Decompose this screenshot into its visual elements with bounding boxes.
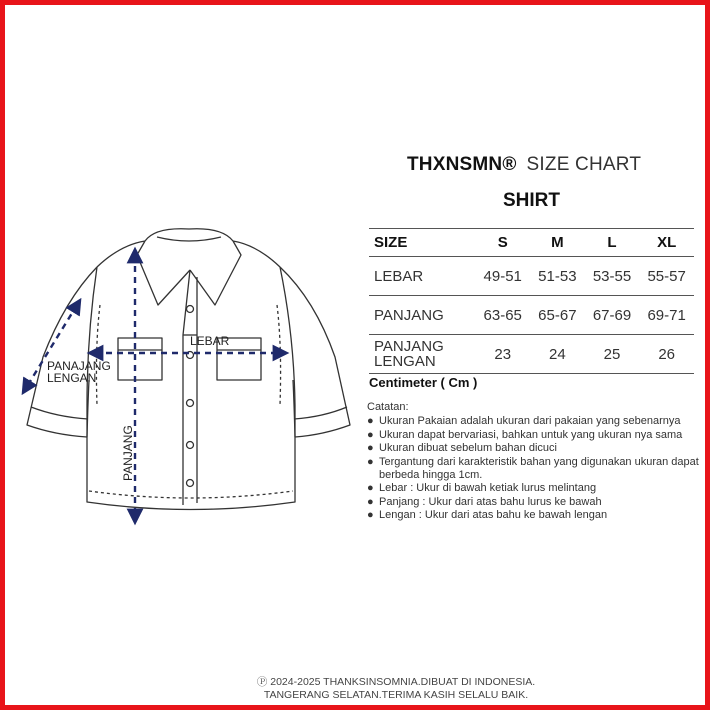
table-cell: 65-67	[530, 296, 585, 335]
list-item	[367, 429, 707, 442]
table-row	[369, 335, 694, 374]
note-text: Ukuran dibuat sebelum bahan dicuci	[379, 442, 557, 455]
row-label	[369, 335, 475, 374]
col-header-l: L	[585, 229, 640, 257]
footer-line-2: TANGERANG SELATAN.TERIMA KASIH SELALU BAIK.	[263, 689, 529, 701]
row-label-line2: LENGAN	[374, 353, 436, 370]
table-cell: 51-53	[530, 257, 585, 296]
col-header-m: M	[530, 229, 585, 257]
table-cell: 53-55	[585, 257, 640, 296]
note-text: Ukuran dapat bervariasi, bahkan untuk yang ukuran nya sama	[379, 428, 683, 441]
list-item	[367, 482, 707, 495]
bullet-icon: ●	[367, 428, 374, 441]
size-table	[369, 228, 694, 374]
bullet-icon: ●	[367, 455, 374, 468]
list-item	[367, 509, 707, 522]
list-item	[367, 415, 707, 428]
table-cell: 63-65	[475, 296, 530, 335]
table-cell: 23	[475, 335, 530, 374]
lebar-measure-label: LEBAR	[190, 334, 230, 348]
col-header-xl: XL	[639, 229, 694, 257]
bullet-icon: ●	[367, 495, 374, 508]
list-item	[367, 456, 707, 483]
table-row	[369, 296, 694, 335]
bullet-icon: ●	[367, 442, 374, 455]
table-cell: 55-57	[639, 257, 694, 296]
row-label: LEBAR	[369, 257, 475, 296]
panjang-measure-label: PANJANG	[121, 425, 135, 481]
table-row	[369, 257, 694, 296]
note-text: Panjang : Ukur dari atas bahu lurus ke bawah	[379, 495, 602, 508]
table-cell: 49-51	[475, 257, 530, 296]
footer-line-1: Ⓟ 2024-2025 THANKSINSOMNIA.DIBUAT DI INDONESIA.	[256, 676, 536, 688]
table-cell: 67-69	[585, 296, 640, 335]
size-chart-heading: SIZE CHART	[526, 154, 642, 175]
shirt-buttons	[187, 306, 194, 487]
bullet-icon: ●	[367, 509, 374, 522]
footer	[5, 676, 710, 702]
lengan-measure-label-2: LENGAN	[47, 371, 97, 385]
list-item	[367, 496, 707, 509]
col-header-size: SIZE	[369, 229, 475, 257]
note-text: Lengan : Ukur dari atas bahu ke bawah lengan	[379, 509, 608, 522]
note-text: Ukuran Pakaian adalah ukuran dari pakaian yang sebenarnya	[379, 415, 681, 428]
table-cell: 25	[585, 335, 640, 374]
row-label: PANJANG	[369, 296, 475, 335]
chart-title	[407, 154, 641, 176]
row-label-line1: PANJANG	[374, 338, 444, 355]
garment-type: SHIRT	[503, 190, 560, 211]
brand-name: THXNSMN®	[407, 154, 517, 175]
table-cell: 69-71	[639, 296, 694, 335]
notes-caption: Catatan:	[367, 401, 409, 413]
lengan-measure-label-1: PANAJANG	[47, 359, 111, 373]
list-item	[367, 442, 707, 455]
notes-section	[367, 401, 707, 523]
table-cell: 24	[530, 335, 585, 374]
notes-list	[367, 415, 707, 522]
table-cell: 26	[639, 335, 694, 374]
bullet-icon: ●	[367, 415, 374, 428]
note-text: Lebar : Ukur di bawah ketiak lurus melintang	[379, 482, 597, 495]
unit-label: Centimeter ( Cm )	[369, 375, 478, 390]
table-header-row	[369, 229, 694, 257]
note-text: Tergantung dari karakteristik bahan yang digunakan ukuran dapat berbeda hingga 1cm.	[379, 455, 699, 482]
bullet-icon: ●	[367, 482, 374, 495]
col-header-s: S	[475, 229, 530, 257]
